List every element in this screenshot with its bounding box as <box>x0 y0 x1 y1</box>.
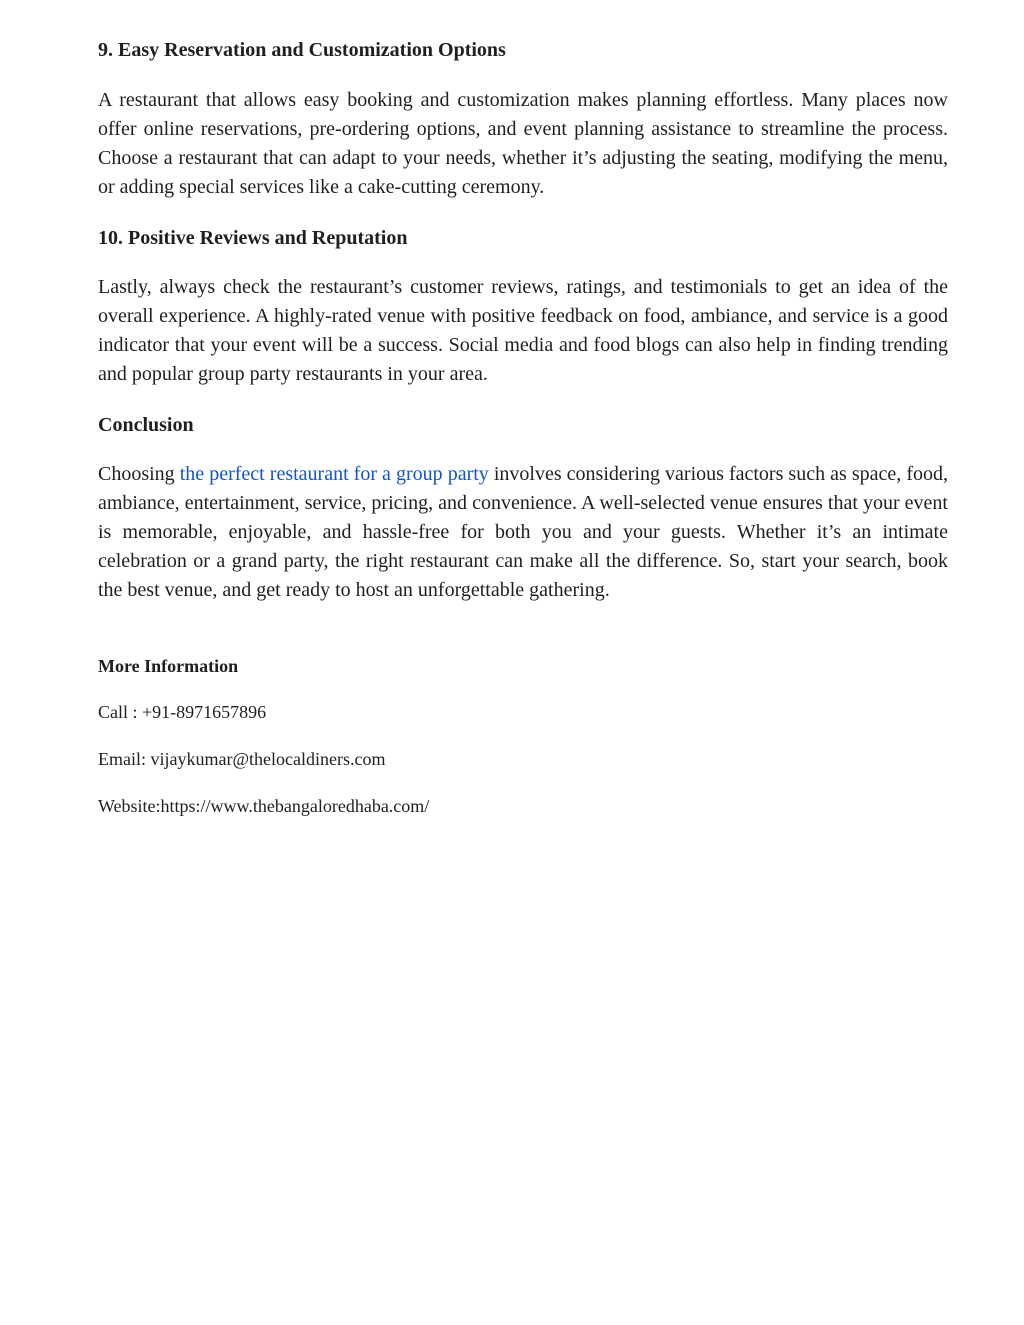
contact-email: Email: vijaykumar@thelocaldiners.com <box>98 749 386 769</box>
section-body-reviews: Lastly, always check the restaurant’s customer reviews, ratings, and testimonials to get an idea of the overall experience. A highly-rated venue with positive feedback on food, ambiance, and service is a good indicator that your event will be a success. Social media and food blogs can also help in finding trending and popular group party restaurants in your area. <box>98 276 948 385</box>
section-heading-reviews: 10. Positive Reviews and Reputation <box>98 227 408 249</box>
more-information-heading: More Information <box>98 656 239 676</box>
section-body-reservation: A restaurant that allows easy booking and customization makes planning effortless. Many places now offer online reservations, pre-ordering options, and event planning assistance to streamline the process. Choose a restaurant that can adapt to your needs, whether it’s adjusting the seating, modifying the menu, or adding special services like a cake-cutting ceremony. <box>98 89 948 198</box>
conclusion-text-start: Choosing <box>98 463 180 485</box>
conclusion-text-end: involves considering various factors such as space, food, ambiance, entertainment, service, pricing, and convenience. A well-selected venue ensures that your event is memorable, enjoyable, and hassle-free for both you and your guests. Whether it’s an intimate celebration or a grand party, the right restaurant can make all the difference. So, start your search, book the best venue, and get ready to host an unforgettable gathering. <box>98 463 948 601</box>
contact-phone: Call : +91-8971657896 <box>98 702 267 722</box>
section-heading-reservation: 9. Easy Reservation and Customization Options <box>98 39 506 61</box>
conclusion-body <box>98 460 948 605</box>
conclusion-heading: Conclusion <box>98 414 194 436</box>
contact-website: Website:https://www.thebangaloredhaba.com/ <box>98 796 430 816</box>
group-party-restaurant-link[interactable]: the perfect restaurant for a group party <box>179 463 489 485</box>
